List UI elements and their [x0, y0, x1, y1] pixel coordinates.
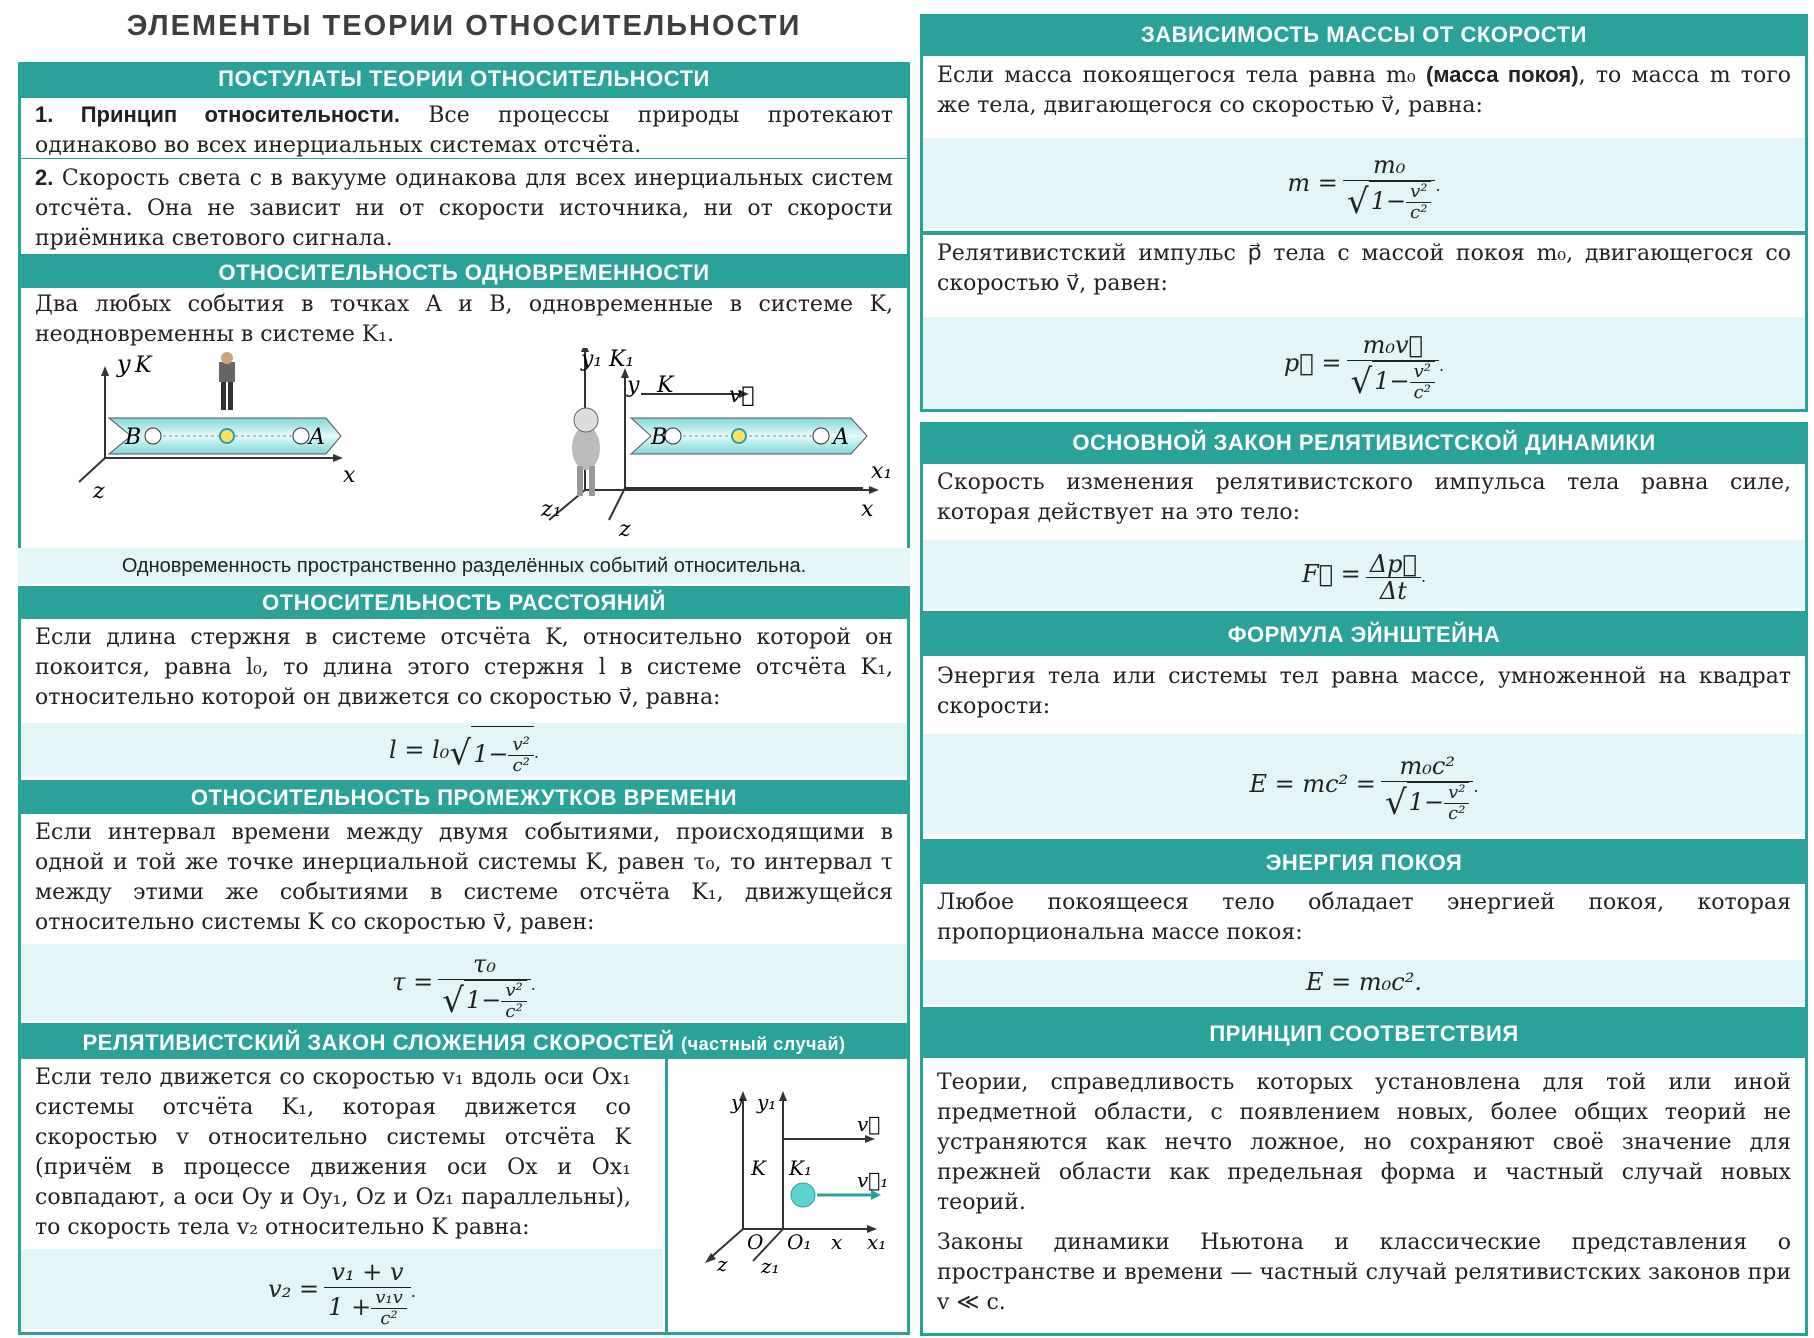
rest-energy-formula: [923, 960, 1805, 1004]
momentum-formula-num: m₀v⃗: [1347, 330, 1439, 361]
dynamics-section: [920, 464, 1808, 614]
label-y: y: [117, 350, 131, 378]
velocity-formula-lhs: v₂ =: [268, 1275, 320, 1303]
label-k: K: [135, 353, 152, 378]
label-a-2: A: [833, 425, 849, 450]
postulate-1: [18, 95, 910, 161]
rest-energy-section: [920, 884, 1808, 1010]
label-v: v⃗: [729, 383, 755, 408]
length-contraction-formula: l = l₀√1− $\frac{\text{v²}}{\text{c²}}$ .: [21, 723, 907, 777]
vd-label-x1: x₁: [867, 1230, 887, 1254]
simultaneity-header: ОТНОСИТЕЛЬНОСТЬ ОДНОВРЕМЕННОСТИ: [18, 257, 910, 288]
distances-header: ОТНОСИТЕЛЬНОСТЬ РАССТОЯНИЙ: [18, 586, 910, 619]
time-section: [18, 814, 910, 1026]
label-b: B: [125, 425, 142, 450]
vd-label-y1: y₁: [757, 1090, 777, 1114]
correspondence-text-1: Теории, справедливость которых установлена для той или иной предметной области, с появлением новых, более общих теорий не устраняются как нечто ложное, но сохраняют своё значение для прежней области как предельная форма и частный случай новых теорий.: [937, 1070, 1791, 1215]
simultaneity-text: Два любых события в точках A и B, одновременные в системе K, неодновременны в системе K₁.: [35, 292, 893, 347]
time-formula-num: τ₀: [438, 949, 530, 980]
mass-header: ЗАВИСИМОСТЬ МАССЫ ОТ СКОРОСТИ: [920, 14, 1808, 56]
momentum-formula-lhs: p⃗ =: [1283, 349, 1342, 377]
vd-label-o1: O₁: [787, 1230, 812, 1254]
vd-label-z: z: [717, 1252, 728, 1276]
postulate-1-text: Все процессы природы протекают одинаково во всех инерциальных системах отсчёта.: [35, 103, 893, 158]
mass-text-a: Если масса покоящегося тела равна m₀: [937, 63, 1426, 88]
velocity-header: [18, 1026, 910, 1059]
dynamics-formula-lhs: F⃗ =: [1301, 560, 1361, 588]
velocity-text: Если тело движется со скоростью v₁ вдоль оси Ox₁ системы отсчёта K₁, которая движется со скоростью v относительно системы отсчёта K (причём в процессе движения оси Ox и Ox₁ совпадают, а оси Oy и Oy₁, Oz и Oz₁ параллельны), то скорость тела v₂ относительно K равна:: [35, 1065, 631, 1240]
time-text: Если интервал времени между двумя событиями, происходящими в одной и той же точке инерциальной системы K, равен τ₀, то интервал τ между этими же событиями в системе отсчёта K₁, движущейся относительно системы K со скоростью v⃗, равен:: [35, 820, 893, 935]
vd-label-k1: K₁: [789, 1156, 812, 1180]
velocity-header-title: РЕЛЯТИВИСТСКИЙ ЗАКОН СЛОЖЕНИЯ СКОРОСТЕЙ: [82, 1030, 675, 1055]
vd-label-z1: z₁: [761, 1254, 780, 1278]
momentum-section: [920, 232, 1808, 412]
simultaneity-section: [18, 288, 910, 584]
velocity-header-note: (частный случай): [681, 1034, 846, 1054]
label-z1: z₁: [541, 497, 562, 522]
velocity-section: [18, 1059, 910, 1335]
simultaneity-caption: Одновременность пространственно разделённых событий относительна.: [18, 548, 910, 584]
rest-energy-text: Любое покоящееся тело обладает энергией покоя, которая пропорциональна массе покоя:: [937, 890, 1791, 945]
velocity-formula-num: v₁ + v: [324, 1257, 411, 1288]
label-z: z: [93, 479, 105, 504]
label-k1: K₁: [609, 348, 635, 372]
einstein-formula-lhs: E = mc² =: [1249, 770, 1376, 798]
einstein-text: Энергия тела или системы тел равна массе, умноженной на квадрат скорости:: [937, 664, 1791, 719]
dynamics-formula-den: Δt: [1379, 577, 1407, 605]
time-dilation-formula: τ = τ₀ √1− $\frac{\text{v²}}{\text{c²}}$ .: [21, 944, 907, 1020]
postulate-1-title: 1. Принцип относительности.: [35, 102, 400, 127]
label-x-2: x: [861, 497, 874, 522]
rocket-right: [549, 348, 879, 520]
left-column: [18, 0, 910, 1329]
mass-formula-lhs: m =: [1287, 169, 1338, 197]
vd-label-v1: v⃗₁: [857, 1168, 889, 1192]
label-y1: y₁: [581, 348, 603, 372]
label-b-2: B: [651, 425, 668, 450]
label-y-2: y: [627, 373, 640, 398]
mass-text-bold: (масса покоя): [1425, 62, 1579, 87]
length-formula-num: v²: [508, 735, 533, 756]
dynamics-formula: F⃗ = $\frac{\Delta p⃗}{\Delta t}$ .: [923, 540, 1805, 608]
velocity-formula-den-a: 1 +: [328, 1292, 372, 1321]
einstein-header: ФОРМУЛА ЭЙНШТЕЙНА: [920, 614, 1808, 656]
einstein-section: [920, 656, 1808, 842]
label-x1: x₁: [871, 459, 893, 484]
mass-formula-num: m₀: [1343, 150, 1435, 181]
distances-section: [18, 619, 910, 783]
rest-energy-formula-text: E = m₀c².: [1306, 968, 1422, 996]
velocity-formula-den-num: v₁v: [371, 1288, 407, 1309]
dynamics-formula-num: Δp⃗: [1366, 551, 1421, 578]
distances-text: Если длина стержня в системе отсчёта K, относительно которой он покоится, равна l₀, то длина этого стержня l в системе отсчёта K₁, относительно которой он движется со скоростью v⃗, равна:: [35, 625, 893, 710]
velocity-addition-formula: v₂ = v₁ + v 1 + $\frac{\text{v₁v}}{\text{c²}}$ .: [21, 1249, 663, 1329]
correspondence-text-2: Законы динамики Ньютона и классические представления о пространстве и времени — частный случай релятивистских законов при v ≪ c.: [937, 1230, 1791, 1315]
mass-text-b: , то масса m того же тела, двигающегося со скоростью v⃗, равна:: [937, 63, 1791, 118]
time-header: ОТНОСИТЕЛЬНОСТЬ ПРОМЕЖУТКОВ ВРЕМЕНИ: [18, 781, 910, 814]
vd-label-k: K: [751, 1156, 766, 1180]
vd-label-y: y: [731, 1090, 743, 1114]
correspondence-section: [920, 1058, 1808, 1336]
label-k-2: K: [657, 373, 674, 398]
page-title: ЭЛЕМЕНТЫ ТЕОРИИ ОТНОСИТЕЛЬНОСТИ: [126, 10, 802, 42]
postulates-header: ПОСТУЛАТЫ ТЕОРИИ ОТНОСИТЕЛЬНОСТИ: [18, 62, 910, 95]
simultaneity-diagram: [21, 348, 907, 548]
length-formula-rad: 1−: [473, 740, 509, 768]
velocity-formula-den-den: c²: [380, 1307, 398, 1329]
postulate-2-number: 2.: [35, 165, 54, 190]
einstein-formula: E = mc² = m₀c² √1− $\frac{\text{v²}}{\text{c²}}$ .: [923, 734, 1805, 834]
time-formula-lhs: τ =: [392, 968, 434, 996]
momentum-formula: p⃗ = m₀v⃗ √1− $\frac{\text{v²}}{\text{c²}}$ .: [923, 317, 1805, 409]
dynamics-header: ОСНОВНОЙ ЗАКОН РЕЛЯТИВИСТСКОЙ ДИНАМИКИ: [920, 422, 1808, 464]
velocity-diagram: [671, 1059, 907, 1329]
label-x: x: [343, 463, 356, 488]
length-formula-lhs: l = l₀: [389, 736, 450, 764]
postulate-2: [18, 159, 910, 257]
postulate-2-text: Скорость света c в вакууме одинакова для всех инерциальных систем отсчёта. Она не зависит ни от скорости источника, ни от скорости приёмника светового сигнала.: [35, 166, 893, 251]
mass-section: [920, 56, 1808, 234]
vd-label-o: O: [747, 1230, 764, 1254]
correspondence-header: ПРИНЦИП СООТВЕТСТВИЯ: [920, 1010, 1808, 1058]
rest-energy-header: ЭНЕРГИЯ ПОКОЯ: [920, 842, 1808, 884]
label-a: A: [309, 425, 325, 450]
length-formula-den: c²: [512, 755, 530, 776]
mass-formula: m = m₀ √1− $\frac{\text{v²}}{\text{c²}}$ .: [923, 138, 1805, 228]
momentum-text: Релятивистский импульс p⃗ тела с массой покоя m₀, двигающегося со скоростью v⃗, равен:: [937, 241, 1791, 296]
dynamics-text: Скорость изменения релятивистского импульса тела равна силе, которая действует на это тело:: [937, 470, 1791, 525]
vd-label-x: x: [831, 1230, 843, 1254]
vd-label-v: v⃗: [857, 1112, 881, 1136]
label-z-2: z: [619, 517, 631, 542]
einstein-formula-num: m₀c²: [1381, 751, 1473, 782]
